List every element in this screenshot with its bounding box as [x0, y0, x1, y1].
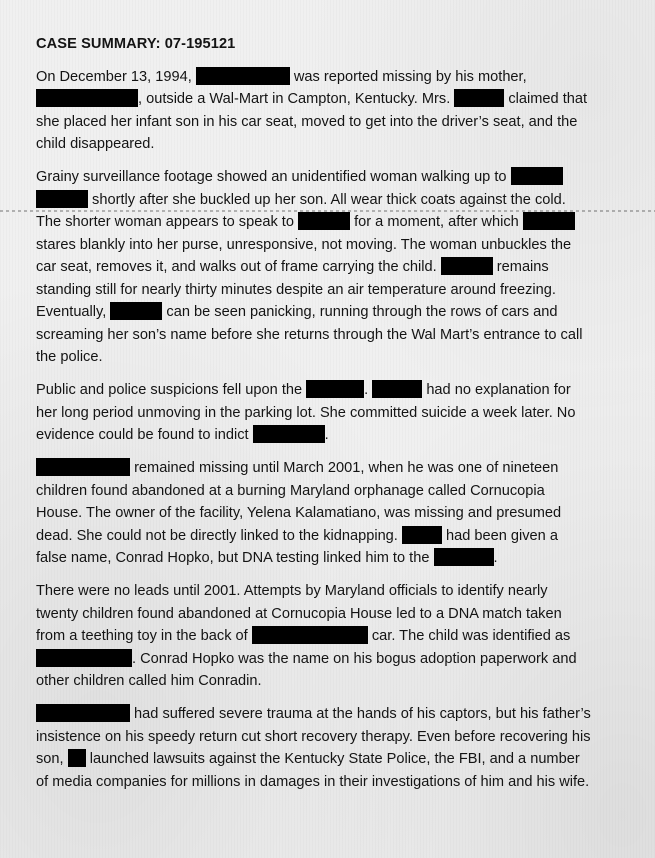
redaction-bar — [511, 167, 563, 185]
text-segment: . Conrad Hopko was the name on his bogus adoption paperwork and other children called him Conradin. — [36, 650, 577, 689]
redaction-bar — [306, 380, 364, 398]
redaction-bar — [454, 89, 504, 107]
text-segment: for a moment, after which — [350, 214, 523, 230]
redaction-bar — [434, 548, 494, 566]
redaction-bar — [252, 626, 368, 644]
redaction-bar — [372, 380, 422, 398]
redaction-bar — [253, 425, 325, 443]
paragraph-found — [36, 457, 592, 570]
text-segment: shortly after she buckled up her son. All wear thick coats against the cold. The shorter woman appears to speak to — [36, 191, 566, 230]
redaction-bar — [68, 749, 86, 767]
text-segment: On December 13, 1994, — [36, 68, 196, 85]
case-summary-document — [36, 33, 592, 804]
text-segment: stares blankly into her purse, unresponsive, not moving. The woman unbuckles the car seat, removes it, and walks out of frame carrying the child. — [36, 236, 572, 275]
text-segment: , outside a Wal-Mart in Campton, Kentucky. Mrs. — [138, 91, 455, 107]
text-segment: . — [364, 382, 373, 398]
paragraph-aftermath — [36, 703, 592, 793]
text-segment: had no explanation for her long period unmoving in the parking lot. She committed suicide a week later. No evidence could be found to indict — [36, 382, 576, 443]
redaction-bar — [402, 526, 442, 544]
redaction-bar — [36, 89, 138, 107]
paragraph-disappearance — [36, 66, 592, 156]
redaction-bar — [36, 458, 130, 476]
text-segment: remains standing still for nearly thirty minutes despite an air temperature around freezing. Eventually, — [36, 259, 556, 320]
redaction-bar — [36, 190, 88, 208]
paragraph-suspicions — [36, 379, 592, 447]
text-segment: Public and police suspicions fell upon the — [36, 382, 307, 398]
paragraph-dna-match — [36, 580, 592, 693]
text-segment: had been given a false name, Conrad Hopko, but DNA testing linked him to the — [36, 527, 558, 566]
redaction-bar — [298, 212, 350, 230]
text-segment: can be seen panicking, running through the rows of cars and screaming her son’s name before she returns through the Wal Mart’s entrance to call the police. — [36, 304, 583, 365]
text-segment: There were no leads until 2001. Attempts by Maryland officials to identify nearly twenty children found abandoned at Cornucopia House led to a DNA match taken from a teething toy in the back of — [36, 583, 562, 644]
document-title: CASE SUMMARY: 07-195121 — [36, 36, 236, 52]
text-segment: had suffered severe trauma at the hands of his captors, but his father’s insistence on his speedy return cut short recovery therapy. Even before recovering his son, — [36, 706, 591, 767]
redaction-bar — [441, 257, 493, 275]
redaction-bar — [196, 67, 290, 85]
text-segment: was reported missing by his mother, — [293, 68, 527, 85]
redaction-bar — [523, 212, 575, 230]
text-segment: car. The child was identified as — [367, 628, 571, 644]
text-segment: remained missing until March 2001, when he was one of nineteen children found abandoned at a burning Maryland orphanage called Cornucopia House. The owner of the facility, Yelena Kalamatiano, was missing and presumed dead. She could not be directly linked to the kidnapping. — [36, 460, 562, 544]
text-segment: claimed that she placed her infant son in his car seat, moved to get into the driver’s seat, and the child disappeared. — [36, 91, 588, 152]
text-segment: Grainy surveillance footage showed an unidentified woman walking up to — [36, 169, 511, 185]
redaction-bar — [36, 649, 132, 667]
text-segment: . — [324, 427, 329, 443]
text-segment: launched lawsuits against the Kentucky State Police, the FBI, and a number of media companies for millions in damages in their investigations of him and his wife. — [36, 751, 590, 790]
redaction-bar — [110, 302, 162, 320]
paragraph-surveillance — [36, 166, 592, 369]
text-segment: . — [493, 550, 498, 566]
redaction-bar — [36, 704, 130, 722]
